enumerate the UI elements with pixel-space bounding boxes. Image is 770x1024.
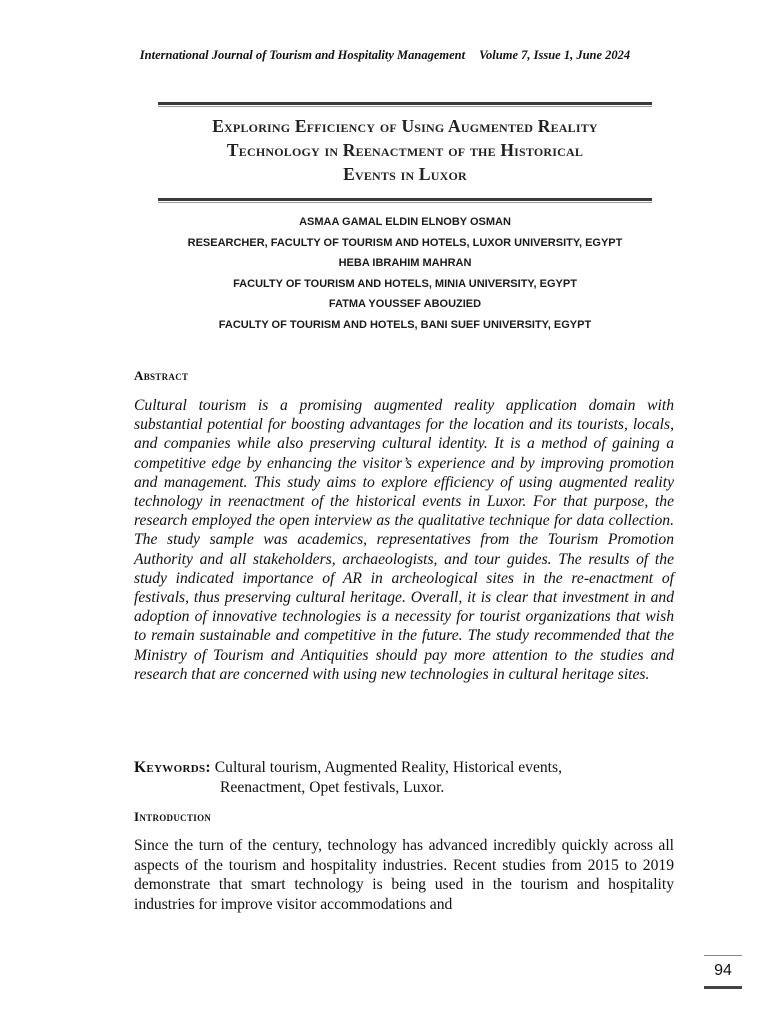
keywords-line: Reenactment, Opet festivals, Luxor. xyxy=(220,779,445,796)
author-name: ASMAA GAMAL ELDIN ELNOBY OSMAN xyxy=(299,216,511,228)
author-affiliation: FACULTY OF TOURISM AND HOTELS, BANI SUEF UNIVERSITY, EGYPT xyxy=(218,318,592,331)
author-name: HEBA IBRAHIM MAHRAN xyxy=(338,257,472,269)
abstract-text: Cultural tourism is a promising augmented reality application domain with substantial potential for boosting advantages for the location and its tourists, locals, and companies while also preserving cultural identity. It is a method of gaining a competitive edge by enhancing the visitor’s experience and by improving promotion and management. This study aims to explore efficiency of using augmented reality technology in reenactment of the historical events in Luxor. For that purpose, the research employed the open interview as the qualitative technique for data collection. The study sample was academics, representatives from the Tourism Promotion Authority and all stakeholders, archaeologists, and tour guides. The results of the study indicated importance of AR in archeological sites in the re-enactment of festivals, thus preserving cultural heritage. Overall, it is clear that investment in and adoption of innovative technologies is a necessity for tourist organizations that wish to remain sustainable and competitive in the future. The study recommended that the Ministry of Tourism and Antiquities should pay more attention to the studies and research that are concerned with using new technologies in cultural heritage sites. xyxy=(134,397,674,683)
title-line: Technology in Reenactment of the Historical xyxy=(226,140,584,160)
author-block xyxy=(120,212,690,335)
keywords-block xyxy=(134,758,674,798)
introduction-heading: Introduction xyxy=(134,809,212,824)
title-line: Exploring Efficiency of Using Augmented Reality xyxy=(212,116,598,136)
abstract-heading: Abstract xyxy=(134,368,189,383)
page-number-rule-top xyxy=(704,955,742,956)
page-number-rule-bottom xyxy=(704,986,742,989)
page-number: 94 xyxy=(714,962,732,979)
author-affiliation: FACULTY OF TOURISM AND HOTELS, MINIA UNIVERSITY, EGYPT xyxy=(233,277,577,290)
keywords-line: Cultural tourism, Augmented Reality, Historical events, xyxy=(214,759,562,776)
title-rule-bottom xyxy=(158,198,652,201)
journal-name: International Journal of Tourism and Hospitality Management xyxy=(139,48,466,62)
paper-title xyxy=(120,114,690,186)
title-rule-top xyxy=(158,102,652,105)
author-affiliation: RESEARCHER, FACULTY OF TOURISM AND HOTELS, LUXOR UNIVERSITY, EGYPT xyxy=(187,236,623,249)
author-name: FATMA YOUSSEF ABOUZIED xyxy=(328,298,482,310)
introduction-text: Since the turn of the century, technology has advanced incredibly quickly across all aspects of the tourism and hospitality industries. Recent studies from 2015 to 2019 demonstrate that smart technology is being used in the tourism and hospitality industries for improve visitor accommodations and xyxy=(134,837,674,913)
running-header xyxy=(0,48,770,63)
issue-info: Volume 7, Issue 1, June 2024 xyxy=(479,48,631,62)
keywords-label: Keywords: xyxy=(134,759,211,776)
title-line: Events in Luxor xyxy=(343,164,467,184)
